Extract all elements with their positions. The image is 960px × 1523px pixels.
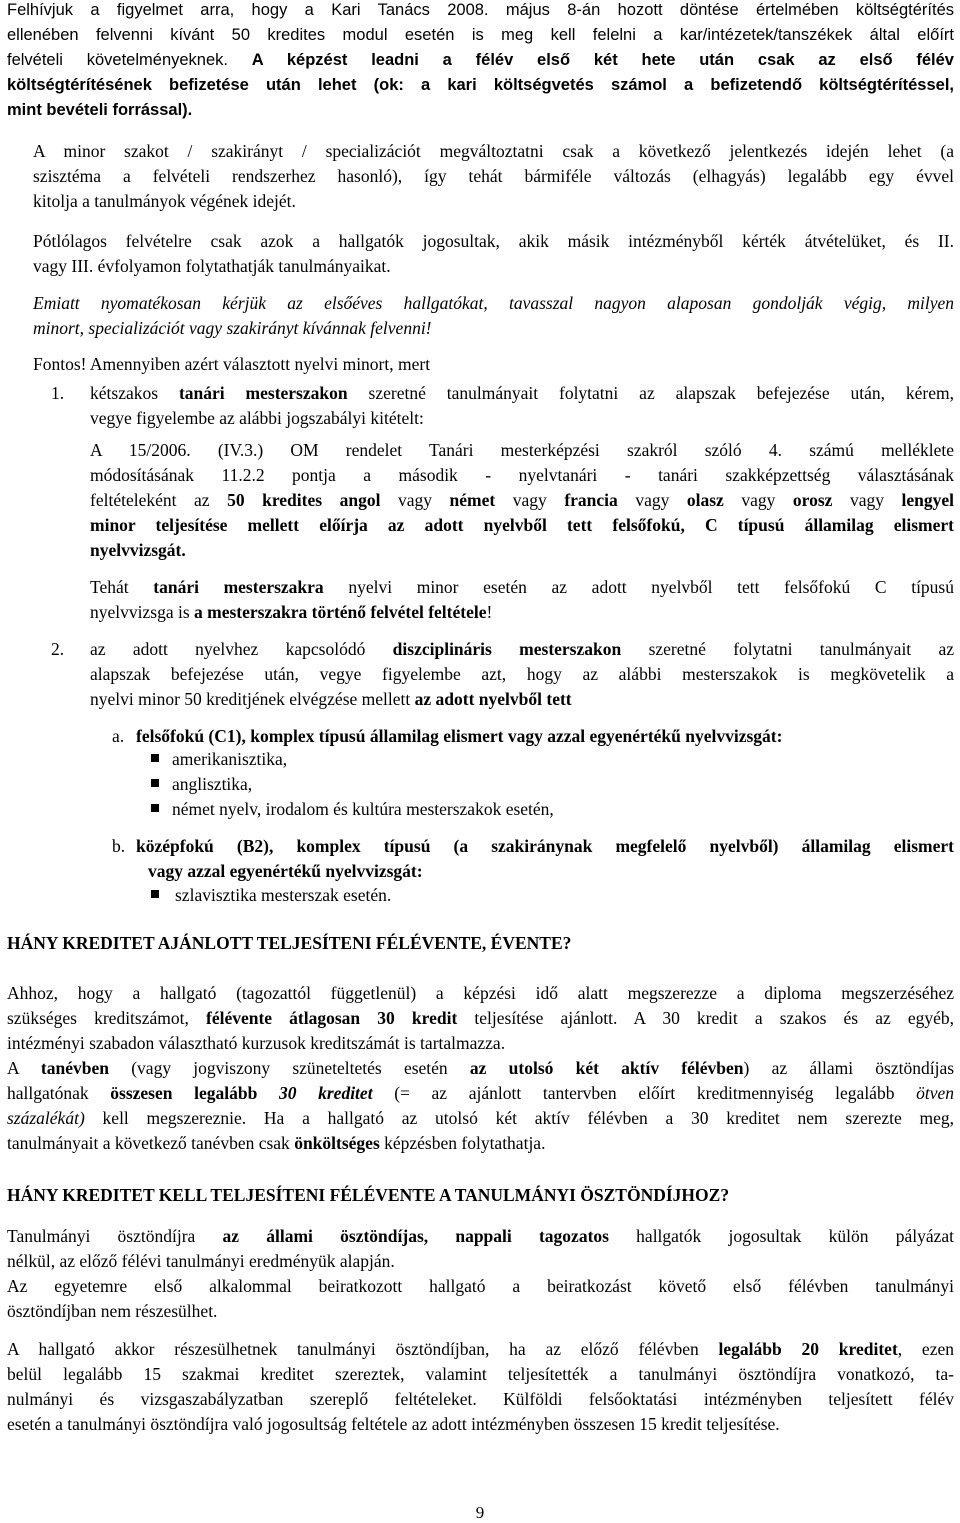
item-1-l5i: vagy xyxy=(741,490,776,510)
item-1-line-8 xyxy=(90,575,954,600)
credits-l4d: az utolsó két aktív félévben xyxy=(469,1058,744,1078)
item-1-line-3: A 15/2006. (IV.3.) OM rendelet Tanári mesterképzési szakról szóló 4. számú melléklete xyxy=(90,440,954,460)
scholarship-line-5 xyxy=(7,1337,954,1362)
emphasis-line-2: minort, specializációt vagy szakirányt kívánnak felvenni! xyxy=(33,318,432,338)
item-2-l1a: az adott nyelvhez kapcsolódó xyxy=(90,639,366,659)
item-1-text-a: kétszakos xyxy=(90,383,159,403)
item-1-l5h: olasz xyxy=(686,490,724,510)
item-1-l5a: feltételeként az xyxy=(90,490,210,510)
item-1-line-6: minor teljesítése mellett előírja az adott nyelvből tett felsőfokú, C típusú államilag elismert xyxy=(90,515,954,535)
item-1-l5g: vagy xyxy=(635,490,670,510)
bullet-icon xyxy=(151,779,159,787)
section-heading-scholarship-credits: HÁNY KREDITET KELL TELJESÍTENI FÉLÉVENTE A TANULMÁNYI ÖSZTÖNDÍJHOZ? xyxy=(7,1185,730,1205)
item-2-line-3 xyxy=(90,687,954,712)
supplementary-line-1: Pótlólagos felvételre csak azok a hallgatók jogosultak, akik másik intézményből kérték átvételüket, és II. xyxy=(33,231,954,251)
credits-l2b: félévente átlagosan 30 kredit xyxy=(206,1008,458,1028)
scholarship-l1b: az állami ösztöndíjas, nappali tagozatos xyxy=(222,1226,609,1246)
scholarship-line-3: Az egyetemre első alkalommal beiratkozott hallgató a beiratkozást követő első félévben tanulmányi xyxy=(7,1276,954,1296)
credits-l5e: ötven xyxy=(916,1083,954,1103)
scholarship-l1a: Tanulmányi ösztöndíjra xyxy=(7,1226,196,1246)
credits-line-7 xyxy=(7,1131,954,1156)
item-2-l1c: szeretné folytatni tanulmányait az xyxy=(648,639,955,659)
sub-b-item-1: szlavisztika mesterszak esetén. xyxy=(175,885,392,905)
scholarship-l5b: legalább 20 kreditet xyxy=(718,1339,898,1359)
item-1-text-b: tanári mesterszakon xyxy=(178,383,348,403)
item-1-text-c: szeretné tanulmányait folytatni az alapszak befejezése után, kérem, xyxy=(368,383,955,403)
item-2-line-1 xyxy=(90,637,954,662)
scholarship-line-7: nulmányi és vizsgaszabályzatban szereplő feltételeket. Külföldi felsőoktatási intézményben teljesített félév xyxy=(7,1389,954,1409)
sub-a-item-2: anglisztika, xyxy=(172,774,253,794)
credits-l5d: (= az ajánlott tantervben előírt kreditmennyiség legalább xyxy=(394,1083,895,1103)
scholarship-l5c: , ezen xyxy=(897,1339,954,1359)
item-1-line-1 xyxy=(90,381,954,406)
item-1-l5c: vagy xyxy=(397,490,432,510)
section-heading-credits-per-semester: HÁNY KREDITET AJÁNLOTT TELJESÍTENI FÉLÉVENTE, ÉVENTE? xyxy=(7,933,572,953)
sub-b-label: b. xyxy=(112,836,126,856)
item-1-l9b: a mesterszakra történő felvétel feltétele xyxy=(194,602,487,622)
credits-l6a: százalékát) xyxy=(7,1108,85,1128)
item-1-number: 1. xyxy=(51,383,65,403)
credits-l7c: képzésben folytathatja. xyxy=(384,1133,546,1153)
intro-line-4: költségtérítésének befizetése után lehet (ok: a kari költségvetés számol a befizetendő költségtérítéssel, xyxy=(7,76,954,94)
scholarship-l1c: hallgatók jogosultak külön pályázat xyxy=(636,1226,954,1246)
credits-l4a: A xyxy=(7,1058,19,1078)
credits-l5c: 30 kreditet xyxy=(278,1083,373,1103)
credits-l6b: kell megszereznie. Ha a hallgató az utolsó két aktív félévben a 30 kreditet nem szerezte meg, xyxy=(102,1108,954,1128)
item-1-l5d: német xyxy=(449,490,496,510)
item-1-line-4: módosításának 11.2.2 pontja a második - nyelvtanári - tanári szakképzettség választásának xyxy=(90,465,954,485)
emphasis-line-1: Emiatt nyomatékosan kérjük az elsőéves hallgatókat, tavasszal nagyon alaposan gondolják végig, milyen xyxy=(33,293,954,313)
intro-line-3a: felvételi követelményeknek. xyxy=(7,51,228,69)
intro-line-1: Felhívjuk a figyelmet arra, hogy a Kari Tanács 2008. május 8-án hozott döntése értelmében költségtérítés xyxy=(7,1,954,19)
credits-line-4 xyxy=(7,1056,954,1081)
scholarship-line-8: esetén a tanulmányi ösztöndíjra való jogosultság feltétele az adott intézményben összesen 15 kredit teljesítése. xyxy=(7,1414,780,1434)
credits-l5a: hallgatónak xyxy=(7,1083,89,1103)
intro-line-3 xyxy=(7,48,954,73)
minor-change-line-2: szisztéma a felvételi rendszerhez hasonló), így tehát bármiféle változás (elhagyás) legalább egy évvel xyxy=(33,166,954,186)
credits-line-6 xyxy=(7,1106,954,1131)
sub-b-text-2: vagy azzal egyenértékű nyelvvizsgát: xyxy=(148,861,423,881)
credits-l7b: önköltséges xyxy=(294,1133,380,1153)
bullet-icon xyxy=(151,754,159,762)
item-1-l8c: nyelvi minor esetén az adott nyelvből tett felsőfokú C típusú xyxy=(348,577,954,597)
page-number: 9 xyxy=(475,1503,485,1522)
credits-line-5 xyxy=(7,1081,954,1106)
bullet-icon xyxy=(151,890,159,898)
credits-line-1: Ahhoz, hogy a hallgató (tagozattól függetlenül) a képzési idő alatt megszerezze a diploma megszerzéséhez xyxy=(7,983,954,1003)
item-1-line-2: vegye figyelembe az alábbi jogszabályi kitételt: xyxy=(90,408,424,428)
item-1-l9a: nyelvvizsga is xyxy=(90,602,190,622)
item-1-line-7: nyelvvizsgát. xyxy=(90,540,186,560)
credits-l7a: tanulmányait a következő tanévben csak xyxy=(7,1133,290,1153)
sub-a-item-1: amerikanisztika, xyxy=(172,749,288,769)
credits-line-2 xyxy=(7,1006,954,1031)
sub-a-item-3: német nyelv, irodalom és kultúra mesterszakok esetén, xyxy=(172,799,554,819)
scholarship-line-1 xyxy=(7,1224,954,1249)
item-1-l5f: francia xyxy=(564,490,618,510)
item-2-l3b: az adott nyelvből tett xyxy=(414,689,572,709)
credits-l4e: ) az állami ösztöndíjas xyxy=(743,1058,955,1078)
important-note: Fontos! Amennyiben azért választott nyelvi minort, mert xyxy=(33,354,431,374)
credits-l2a: szükséges kreditszámot, xyxy=(7,1008,189,1028)
credits-l2c: teljesítése ajánlott. A 30 kredit a szakos és az egyéb, xyxy=(474,1008,955,1028)
item-2-l1b: diszciplináris mesterszakon xyxy=(392,639,622,659)
minor-change-line-3: kitolja a tanulmányok végének idejét. xyxy=(33,191,296,211)
item-1-l8a: Tehát xyxy=(90,577,129,597)
sub-a-label: a. xyxy=(112,726,125,746)
sub-a-text: felsőfokú (C1), komplex típusú államilag elismert vagy azzal egyenértékű nyelvvizsgát: xyxy=(136,726,783,746)
intro-line-2: ellenében felvenni kívánt 50 kredites modul esetén is meg kell felelni a kar/intézetek/tanszékek által előírt xyxy=(7,26,954,44)
scholarship-line-6: belül legalább 15 szakmai kreditet szereztek, valamint teljesítették a tanulmányi ösztöndíjra vonatkozó, ta- xyxy=(7,1364,954,1384)
bullet-icon xyxy=(151,804,159,812)
item-1-line-9 xyxy=(90,600,954,625)
item-1-l5j: orosz xyxy=(792,490,833,510)
supplementary-line-2: vagy III. évfolyamon folytathatják tanulmányaikat. xyxy=(33,256,391,276)
credits-l4b: tanévben xyxy=(40,1058,109,1078)
item-2-l3a: nyelvi minor 50 kreditjének elvégzése mellett xyxy=(90,689,411,709)
intro-line-5: mint bevételi forrással). xyxy=(7,101,193,119)
minor-change-line-1: A minor szakot / szakirányt / specializációt megváltoztatni csak a következő jelentkezés idején lehet (a xyxy=(33,141,954,161)
item-1-l8b: tanári mesterszakra xyxy=(153,577,324,597)
credits-line-3: intézményi szabadon választható kurzusok kreditszámát is tartalmazza. xyxy=(7,1033,506,1053)
item-2-number: 2. xyxy=(51,639,65,659)
intro-line-3b: A képzést leadni a félév első két hete után csak az első félév xyxy=(251,51,954,69)
sub-b-text-1: középfokú (B2), komplex típusú (a szakiránynak megfelelő nyelvből) államilag elismert xyxy=(136,836,954,856)
scholarship-line-2: nélkül, az előző félévi tanulmányi eredményük alapján. xyxy=(7,1251,395,1271)
item-1-l5b: 50 kredites angol xyxy=(227,490,381,510)
credits-l5b: összesen legalább xyxy=(110,1083,258,1103)
item-1-l5l: lengyel xyxy=(901,490,955,510)
item-1-l5e: vagy xyxy=(512,490,547,510)
credits-l4c: (vagy jogviszony szüneteltetés esetén xyxy=(131,1058,448,1078)
item-1-l9c: ! xyxy=(486,602,493,622)
scholarship-line-4: ösztöndíjban nem részesülhet. xyxy=(7,1301,218,1321)
item-1-line-5 xyxy=(90,488,954,513)
item-1-l5k: vagy xyxy=(849,490,885,510)
scholarship-l5a: A hallgató akkor részesülhetnek tanulmányi ösztöndíjban, ha az előző félévben xyxy=(7,1339,699,1359)
item-2-line-2: alapszak befejezése után, vegye figyelembe azt, hogy az alábbi mesterszakok is megkövetelik a xyxy=(90,664,954,684)
